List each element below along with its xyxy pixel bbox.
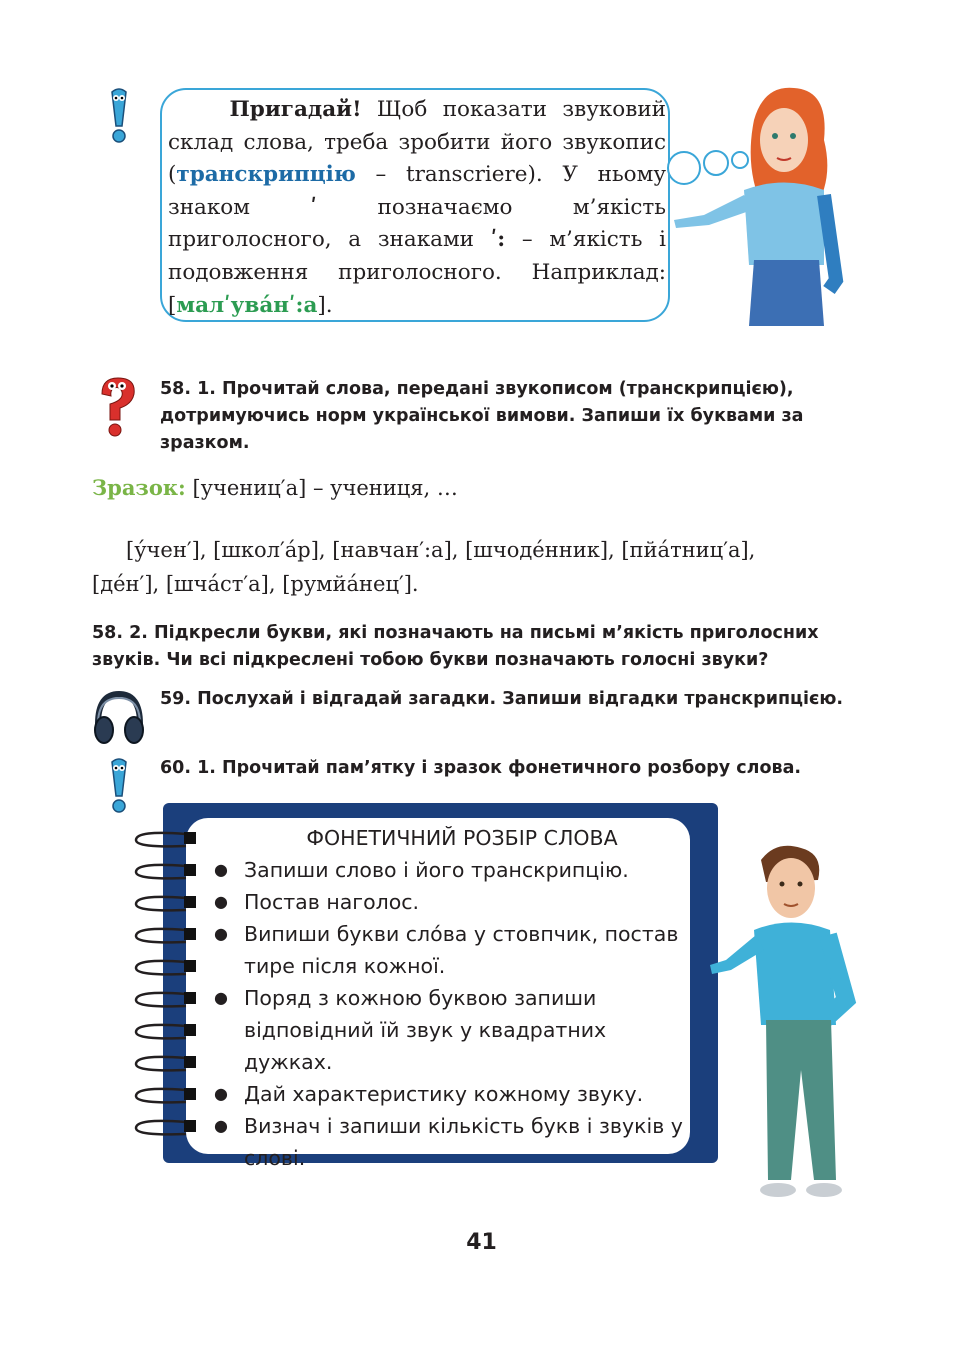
memo-item: ● Поряд з кожною буквою запиши відповідний їй звук у квадратних дужках. [212, 982, 692, 1078]
reminder-text [168, 94, 666, 322]
sample-line [92, 470, 872, 506]
boy-illustration [706, 840, 866, 1208]
reminder-part: – м’якість і подовження приголосного. Наприклад: [ [168, 227, 666, 318]
memo-item: ● Дай характеристику кожному звуку. [212, 1078, 692, 1110]
page-number: 41 [466, 1230, 497, 1255]
exclamation-mascot-icon [104, 756, 134, 816]
memo-item: ● Постав наголос. [212, 886, 692, 918]
task-60-text: 60. 1. Прочитай пам’ятку і зразок фонетичного розбору слова. [160, 758, 802, 778]
question-mascot-icon [94, 376, 140, 438]
headphones-icon [90, 688, 148, 746]
memo-title: ФОНЕТИЧНИЙ РОЗБІР СЛОВА [306, 826, 618, 850]
sample-text: [учениц′а] – учениця, … [185, 476, 458, 500]
example-word: малʹува́нʹ:а [176, 292, 318, 318]
spiral-binding [126, 826, 206, 1146]
sample-label: Зразок: [92, 475, 186, 500]
task-58-1-text: 58. 1. Прочитай слова, передані звукописом (транскрипцією), дотримуючись норм української вимови. Запиши їх буквами за зразком. [160, 379, 804, 453]
transcription-words-line1: [у́чен′], [школ′а́р], [навчан′:а], [шчоде́нник], [пйа́тниц′а], [126, 538, 756, 562]
reminder-part: позначаємо м’якість приголосного, а знаками [168, 194, 666, 253]
memo-item: ● Запиши слово і його транскрипцію. [212, 854, 692, 886]
reminder-label: Пригадай! [229, 97, 362, 122]
girl-illustration [664, 80, 884, 326]
transcription-words-line2: [де́н′], [шча́ст′а], [румйа́нец′]. [92, 572, 419, 596]
soft-mark: ʹ [310, 194, 317, 220]
task-58-2-text: 58. 2. Підкресли букви, які позначають на письмі м’якість приголосних звуків. Чи всі підкреслені тобою букви позначають голосні звуки? [92, 623, 819, 670]
term-transcription: транскрипцію [176, 162, 356, 188]
reminder-part: ]. [317, 292, 333, 318]
reminder-part: Щоб показати звуковий склад слова, треба зробити його звукопис ( [168, 97, 666, 188]
memo-item: ● Випиши букви сло́ва у стовпчик, постав тире після кожної. [212, 918, 692, 982]
reminder-part: – transcriere). У ньому знаком [168, 162, 666, 220]
exclamation-mascot-icon [104, 86, 134, 146]
task-59-text: 59. Послухай і відгадай загадки. Запиши відгадки транскрипцією. [160, 689, 844, 709]
long-mark: ʹ: [490, 227, 506, 253]
memo-item: ● Визнач і запиши кількість букв і звуків у слові. [212, 1110, 692, 1174]
memo-content [212, 822, 692, 1174]
